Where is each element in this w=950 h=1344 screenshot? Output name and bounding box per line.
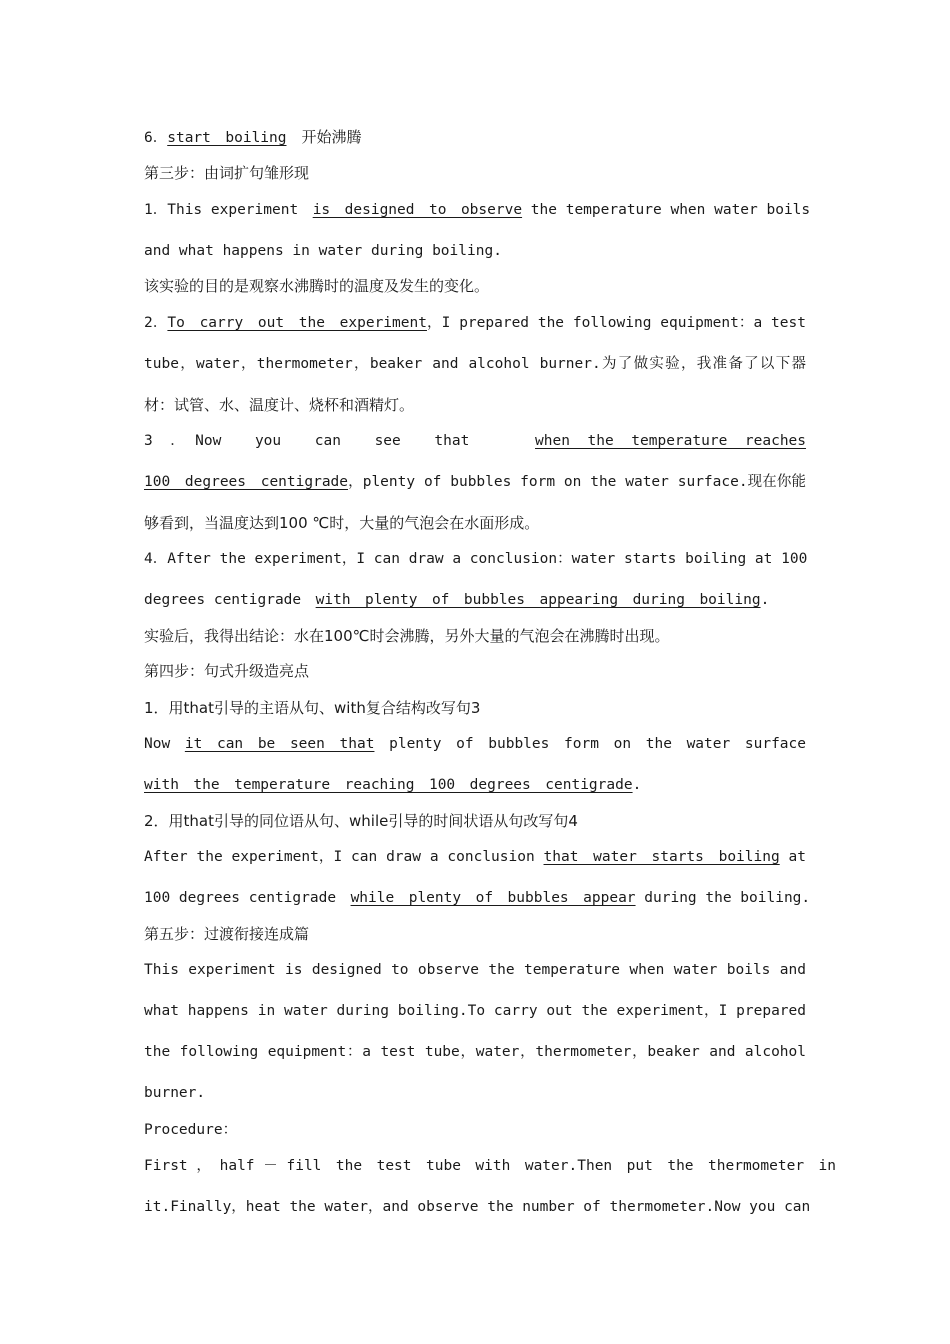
sentence-2-line2: tube，water，thermometer，beaker and alcohol burner.为了做实验，我准备了以下器 — [144, 356, 806, 372]
sentence-1-translation: 该实验的目的是观察水沸腾时的温度及发生的变化。 — [144, 277, 490, 295]
sentence-3-line1: 3 ． Now you can see that when the temperature reaches — [144, 433, 807, 449]
procedure-line-2: it.Finally，heat the water，and observe the number of thermometer.Now you can — [144, 1199, 811, 1215]
rewrite-2-line1: After the experiment，I can draw a conclusion that water starts boiling at — [144, 849, 806, 865]
answer-blank: is designed to observe — [312, 202, 523, 218]
sentence-3-line3: 够看到，当温度达到100 ℃时，大量的气泡会在水面形成。 — [144, 514, 540, 532]
answer-blank: while plenty of bubbles appear — [350, 890, 636, 906]
rewrite-1-line1: Now it can be seen that plenty of bubbles form on the water surface — [144, 736, 806, 752]
essay-line-4: burner. — [144, 1085, 206, 1101]
sentence-3-line2: 100 degrees centigrade，plenty of bubbles form on the water surface.现在你能 — [144, 474, 806, 490]
answer-blank: with plenty of bubbles appearing during boiling — [315, 592, 761, 608]
sentence-4-line1: 4．After the experiment，I can draw a conclusion：water starts boiling at 100 — [144, 551, 808, 567]
answer-blank: when the temperature reaches — [535, 433, 807, 449]
sentence-1-line1: 1．This experiment is designed to observe the temperature when water boils — [144, 202, 811, 218]
answer-blank: it can be seen that — [184, 736, 375, 752]
answer-blank: To carry out the experiment — [167, 315, 427, 331]
rewrite-2-line2: 100 degrees centigrade while plenty of bubbles appear during the boiling. — [144, 890, 811, 906]
rewrite-1-line2: with the temperature reaching 100 degrees centigrade. — [144, 777, 642, 793]
rewrite-instruction-2: 2．用that引导的同位语从句、while引导的时间状语从句改写句4 — [144, 812, 578, 830]
procedure-line-1: First ， half － fill the test tube with water.Then put the thermometer in — [144, 1158, 837, 1174]
item-6-start-boiling: 6．start boiling 开始沸腾 — [144, 128, 362, 146]
answer-blank: with the temperature reaching 100 degrees centigrade — [144, 777, 633, 793]
essay-line-1: This experiment is designed to observe the temperature when water boils and — [144, 962, 806, 978]
section-heading-step5: 第五步：过渡衔接连成篇 — [144, 925, 310, 943]
answer-blank: start boiling — [167, 130, 287, 146]
rewrite-instruction-1: 1．用that引导的主语从句、with复合结构改写句3 — [144, 699, 481, 717]
answer-blank: 100 degrees centigrade — [144, 474, 349, 490]
essay-line-2: what happens in water during boiling.To carry out the experiment，I prepared — [144, 1003, 806, 1019]
sentence-1-line2: and what happens in water during boiling. — [144, 243, 502, 259]
procedure-heading: Procedure： — [144, 1122, 238, 1138]
sentence-2-line1: 2．To carry out the experiment，I prepared the following equipment：a test — [144, 315, 806, 331]
sentence-4-translation: 实验后，我得出结论：水在100℃时会沸腾，另外大量的气泡会在沸腾时出现。 — [144, 627, 670, 645]
essay-line-3: the following equipment：a test tube，water，thermometer，beaker and alcohol — [144, 1044, 806, 1060]
section-heading-step3: 第三步：由词扩句雏形现 — [144, 164, 310, 182]
sentence-2-line3: 材：试管、水、温度计、烧杯和酒精灯。 — [144, 396, 415, 414]
sentence-4-line2: degrees centigrade with plenty of bubbles appearing during boiling. — [144, 592, 770, 608]
section-heading-step4: 第四步：句式升级造亮点 — [144, 662, 310, 680]
answer-blank: that water starts boiling — [543, 849, 780, 865]
